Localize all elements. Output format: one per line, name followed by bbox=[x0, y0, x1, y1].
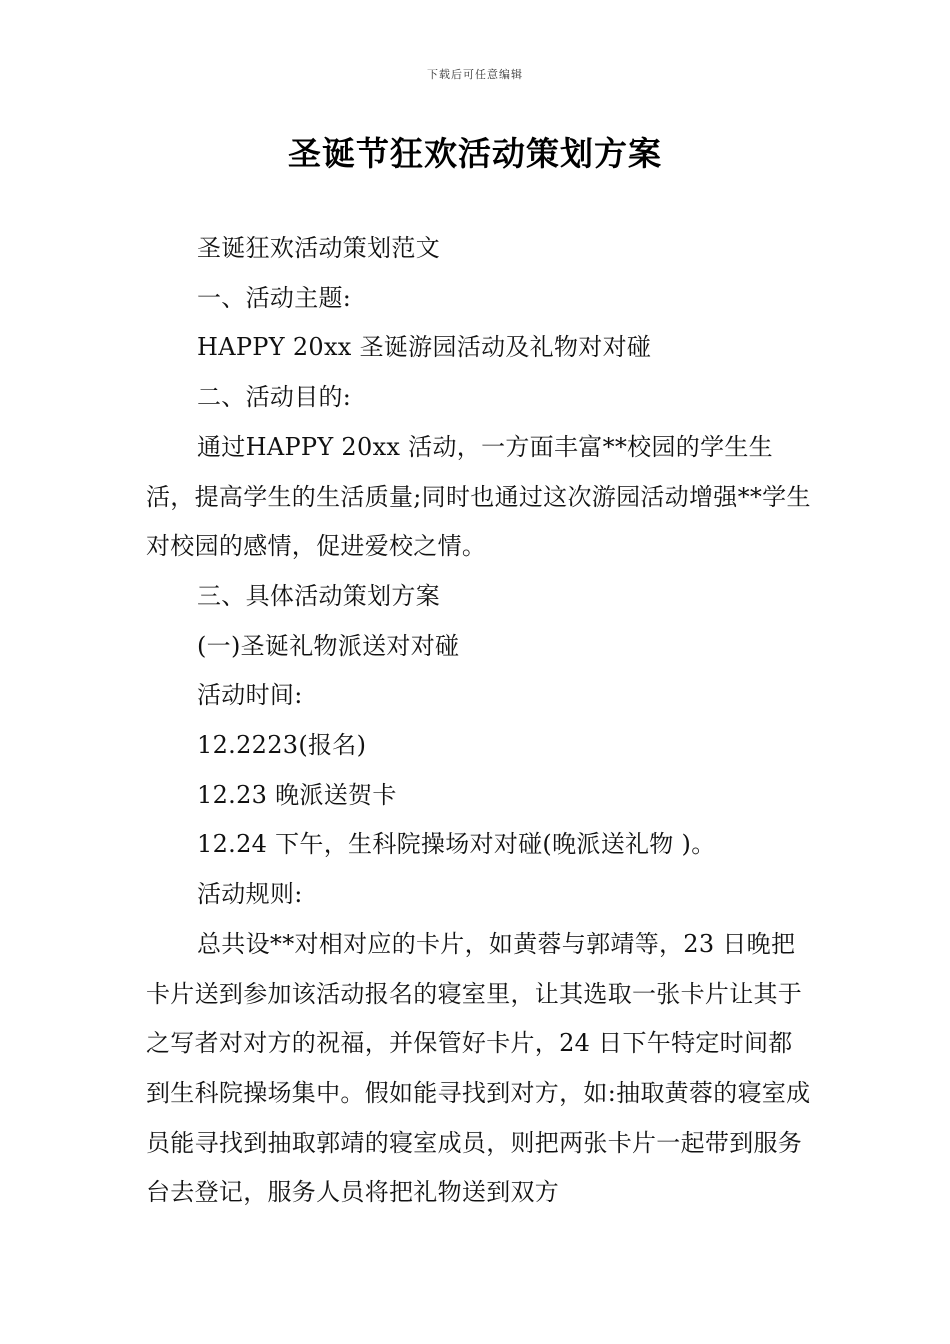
paragraph-intro: 圣诞狂欢活动策划范文 bbox=[197, 234, 440, 262]
paragraph-theme: HAPPY 20xx 圣诞游园活动及礼物对对碰 bbox=[197, 333, 652, 362]
section-heading-purpose: 二、活动目的: bbox=[197, 383, 352, 412]
schedule-item: 12.24 下午，生科院操场对对碰(晚派送礼物 )。 bbox=[197, 830, 716, 859]
schedule-item: 12.2223(报名) bbox=[197, 731, 367, 760]
section-heading-plan: 三、具体活动策划方案 bbox=[197, 581, 440, 610]
section-heading-theme: 一、活动主题: bbox=[197, 283, 352, 312]
label-activity-rules: 活动规则: bbox=[197, 880, 303, 909]
label-activity-time: 活动时间: bbox=[197, 681, 303, 710]
document-title: 圣诞节狂欢活动策划方案 bbox=[288, 134, 662, 173]
subsection-heading-gift: (一)圣诞礼物派送对对碰 bbox=[197, 631, 460, 660]
paragraph-purpose: 通过HAPPY 20xx 活动，一方面丰富**校园的学生生活，提高学生的生活质量;同时也通过这次游园活动增强**学生对校园的感情，促进爱校之情。 bbox=[146, 432, 811, 561]
paragraph-rules: 总共设**对相对应的卡片，如黄蓉与郭靖等，23 日晚把卡片送到参加该活动报名的寝室里，让其选取一张卡片让其于之写者对对方的祝福，并保管好卡片，24 日下午特定时间都到生科院操场集中。假如能寻找到对方，如:抽取黄蓉的寝室成员能寻找到抽取郭靖的寝室成员，则把两张卡片一起带到服务台去登记，服务人员将把礼物送到双方 bbox=[146, 929, 811, 1207]
document-body bbox=[146, 224, 816, 1218]
schedule-item: 12.23 晚派送贺卡 bbox=[197, 780, 397, 809]
header-note: 下载后可任意编辑 bbox=[427, 68, 523, 81]
